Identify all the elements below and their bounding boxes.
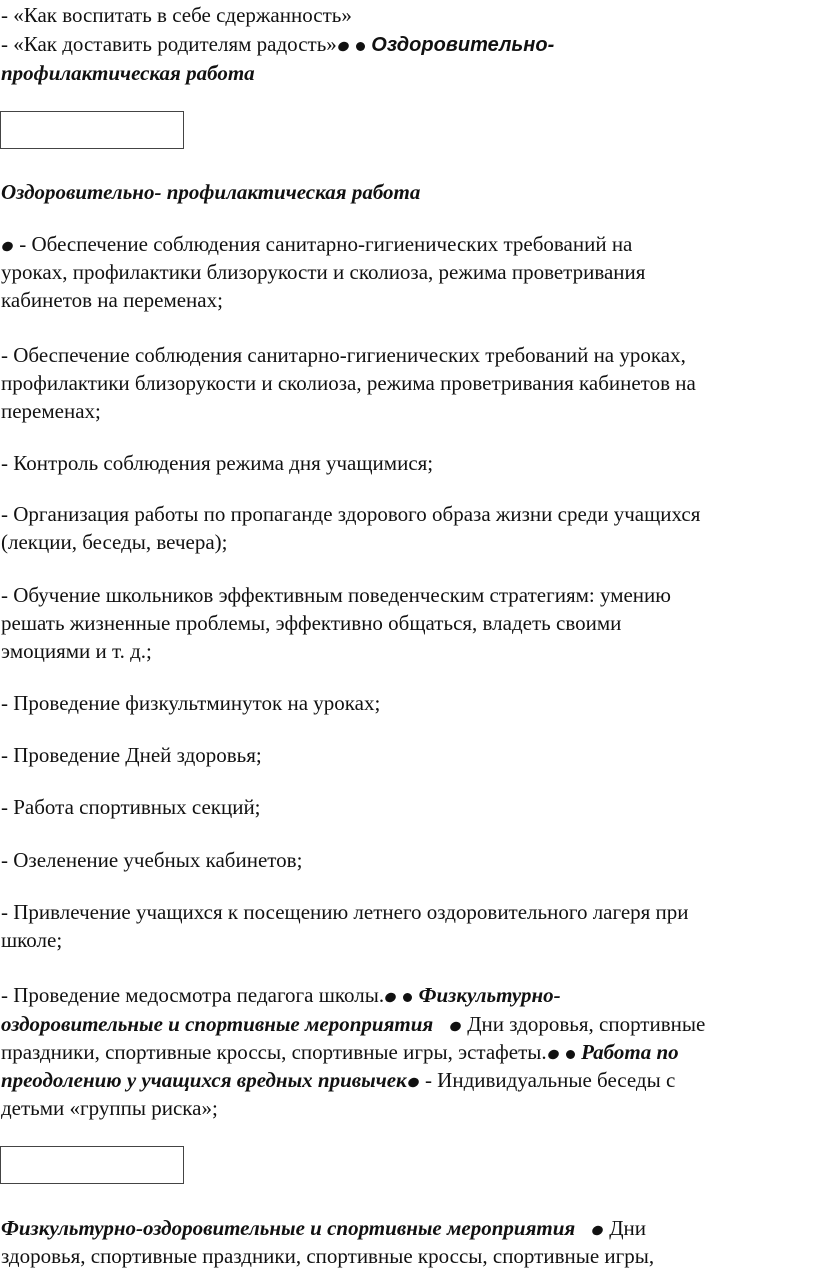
p10-text: школе; [1, 928, 63, 952]
p11-text: - Проведение медосмотра педагога школы. [1, 983, 385, 1007]
p2-line-3 [1, 397, 101, 425]
p11-line-3 [1, 1038, 679, 1066]
p4-text: (лекции, беседы, вечера); [1, 530, 228, 554]
p5-line-1 [1, 581, 671, 609]
intro-text-2: - «Как доставить родителям радость» [1, 32, 337, 56]
p10-line-2 [1, 926, 62, 954]
p2-line-2 [1, 369, 696, 397]
intro-text-1: - «Как воспитать в себе сдержанность» [1, 3, 352, 27]
p5-text: - Обучение школьников эффективным поведенческим стратегиям: умению [1, 583, 671, 607]
p11-line-1 [1, 981, 561, 1009]
p4-line-1 [1, 500, 700, 528]
p8-text: - Работа спортивных секций; [1, 795, 261, 819]
p4-line-2 [1, 528, 228, 556]
intro-line-2 [1, 30, 554, 59]
bullet-icon [566, 1050, 575, 1059]
p6-line [1, 689, 380, 717]
p2-text: профилактики близорукости и сколиоза, режима проветривания кабинетов на [1, 371, 696, 395]
p1-text: уроках, профилактики близорукости и сколиоза, режима проветривания [1, 260, 646, 284]
p1-line-2 [1, 258, 645, 286]
p11-text-3: праздники, спортивные кроссы, спортивные игры, эстафеты. [1, 1040, 547, 1064]
p2-line-1 [1, 341, 686, 369]
bullet-icon [1, 240, 15, 253]
p11-text-5: детьми «группы риска»; [1, 1096, 218, 1120]
p1-line-3 [1, 286, 223, 314]
p5-line-2 [1, 609, 621, 637]
p4-text: - Организация работы по пропаганде здорового образа жизни среди учащихся [1, 502, 701, 526]
p9-line [1, 846, 302, 874]
intro-line-3 [1, 59, 255, 87]
p1-text: - Обеспечение соблюдения санитарно-гигиенических требований на [19, 232, 633, 256]
p7-line [1, 741, 262, 769]
p5-text: эмоциями и т. д.; [1, 639, 152, 663]
p11-heading-c: Работа по [581, 1040, 679, 1064]
section2-text-1: Дни [609, 1216, 647, 1240]
p11-line-4 [1, 1066, 675, 1094]
p5-text: решать жизненные проблемы, эффективно общаться, владеть своими [1, 611, 622, 635]
p11-line-5 [1, 1094, 218, 1122]
bullet-icon [591, 1224, 605, 1237]
image-placeholder-2 [0, 1146, 184, 1184]
p11-heading-d: преодолению у учащихся вредных привычек [1, 1068, 407, 1092]
image-placeholder-1 [0, 111, 184, 149]
section1-title [1, 178, 420, 206]
bullet-icon [384, 991, 398, 1004]
p1-text: кабинетов на переменах; [1, 288, 223, 312]
p11-line-2 [1, 1010, 705, 1038]
p8-line [1, 793, 261, 821]
p7-text: - Проведение Дней здоровья; [1, 743, 262, 767]
p9-text: - Озеленение учебных кабинетов; [1, 848, 303, 872]
section2-text-2: здоровья, спортивные праздники, спортивные кроссы, спортивные игры, [1, 1244, 655, 1268]
bullet-icon [406, 1076, 420, 1089]
section2-line-1 [1, 1214, 646, 1242]
p1-line-1 [1, 230, 632, 258]
intro-heading: Оздоровительно- [371, 34, 555, 56]
p11-text-d: - Индивидуальные беседы с [424, 1068, 676, 1092]
p11-heading-b: оздоровительные и спортивные мероприятия [1, 1012, 434, 1036]
p11-text-b: Дни здоровья, спортивные [467, 1012, 706, 1036]
intro-line-1 [1, 1, 352, 29]
p2-text: переменах; [1, 399, 101, 423]
section1-title-text: Оздоровительно- профилактическая работа [1, 180, 421, 204]
bullet-icon [336, 40, 350, 53]
p10-line-1 [1, 898, 689, 926]
p3-text: - Контроль соблюдения режима дня учащимися; [1, 451, 434, 475]
p3-line [1, 449, 433, 477]
p2-text: - Обеспечение соблюдения санитарно-гигиенических требований на уроках, [1, 343, 686, 367]
p10-text: - Привлечение учащихся к посещению летнего оздоровительного лагеря при [1, 900, 689, 924]
bullet-icon [356, 42, 365, 51]
section2-line-2 [1, 1242, 654, 1270]
p6-text: - Проведение физкультминуток на уроках; [1, 691, 381, 715]
intro-heading-cont: профилактическая работа [1, 61, 255, 85]
p5-line-3 [1, 637, 152, 665]
bullet-icon [546, 1048, 560, 1061]
section2-title: Физкультурно-оздоровительные и спортивные мероприятия [1, 1216, 576, 1240]
p11-heading-a: Физкультурно- [418, 983, 561, 1007]
bullet-icon [403, 993, 412, 1002]
bullet-icon [449, 1020, 463, 1033]
